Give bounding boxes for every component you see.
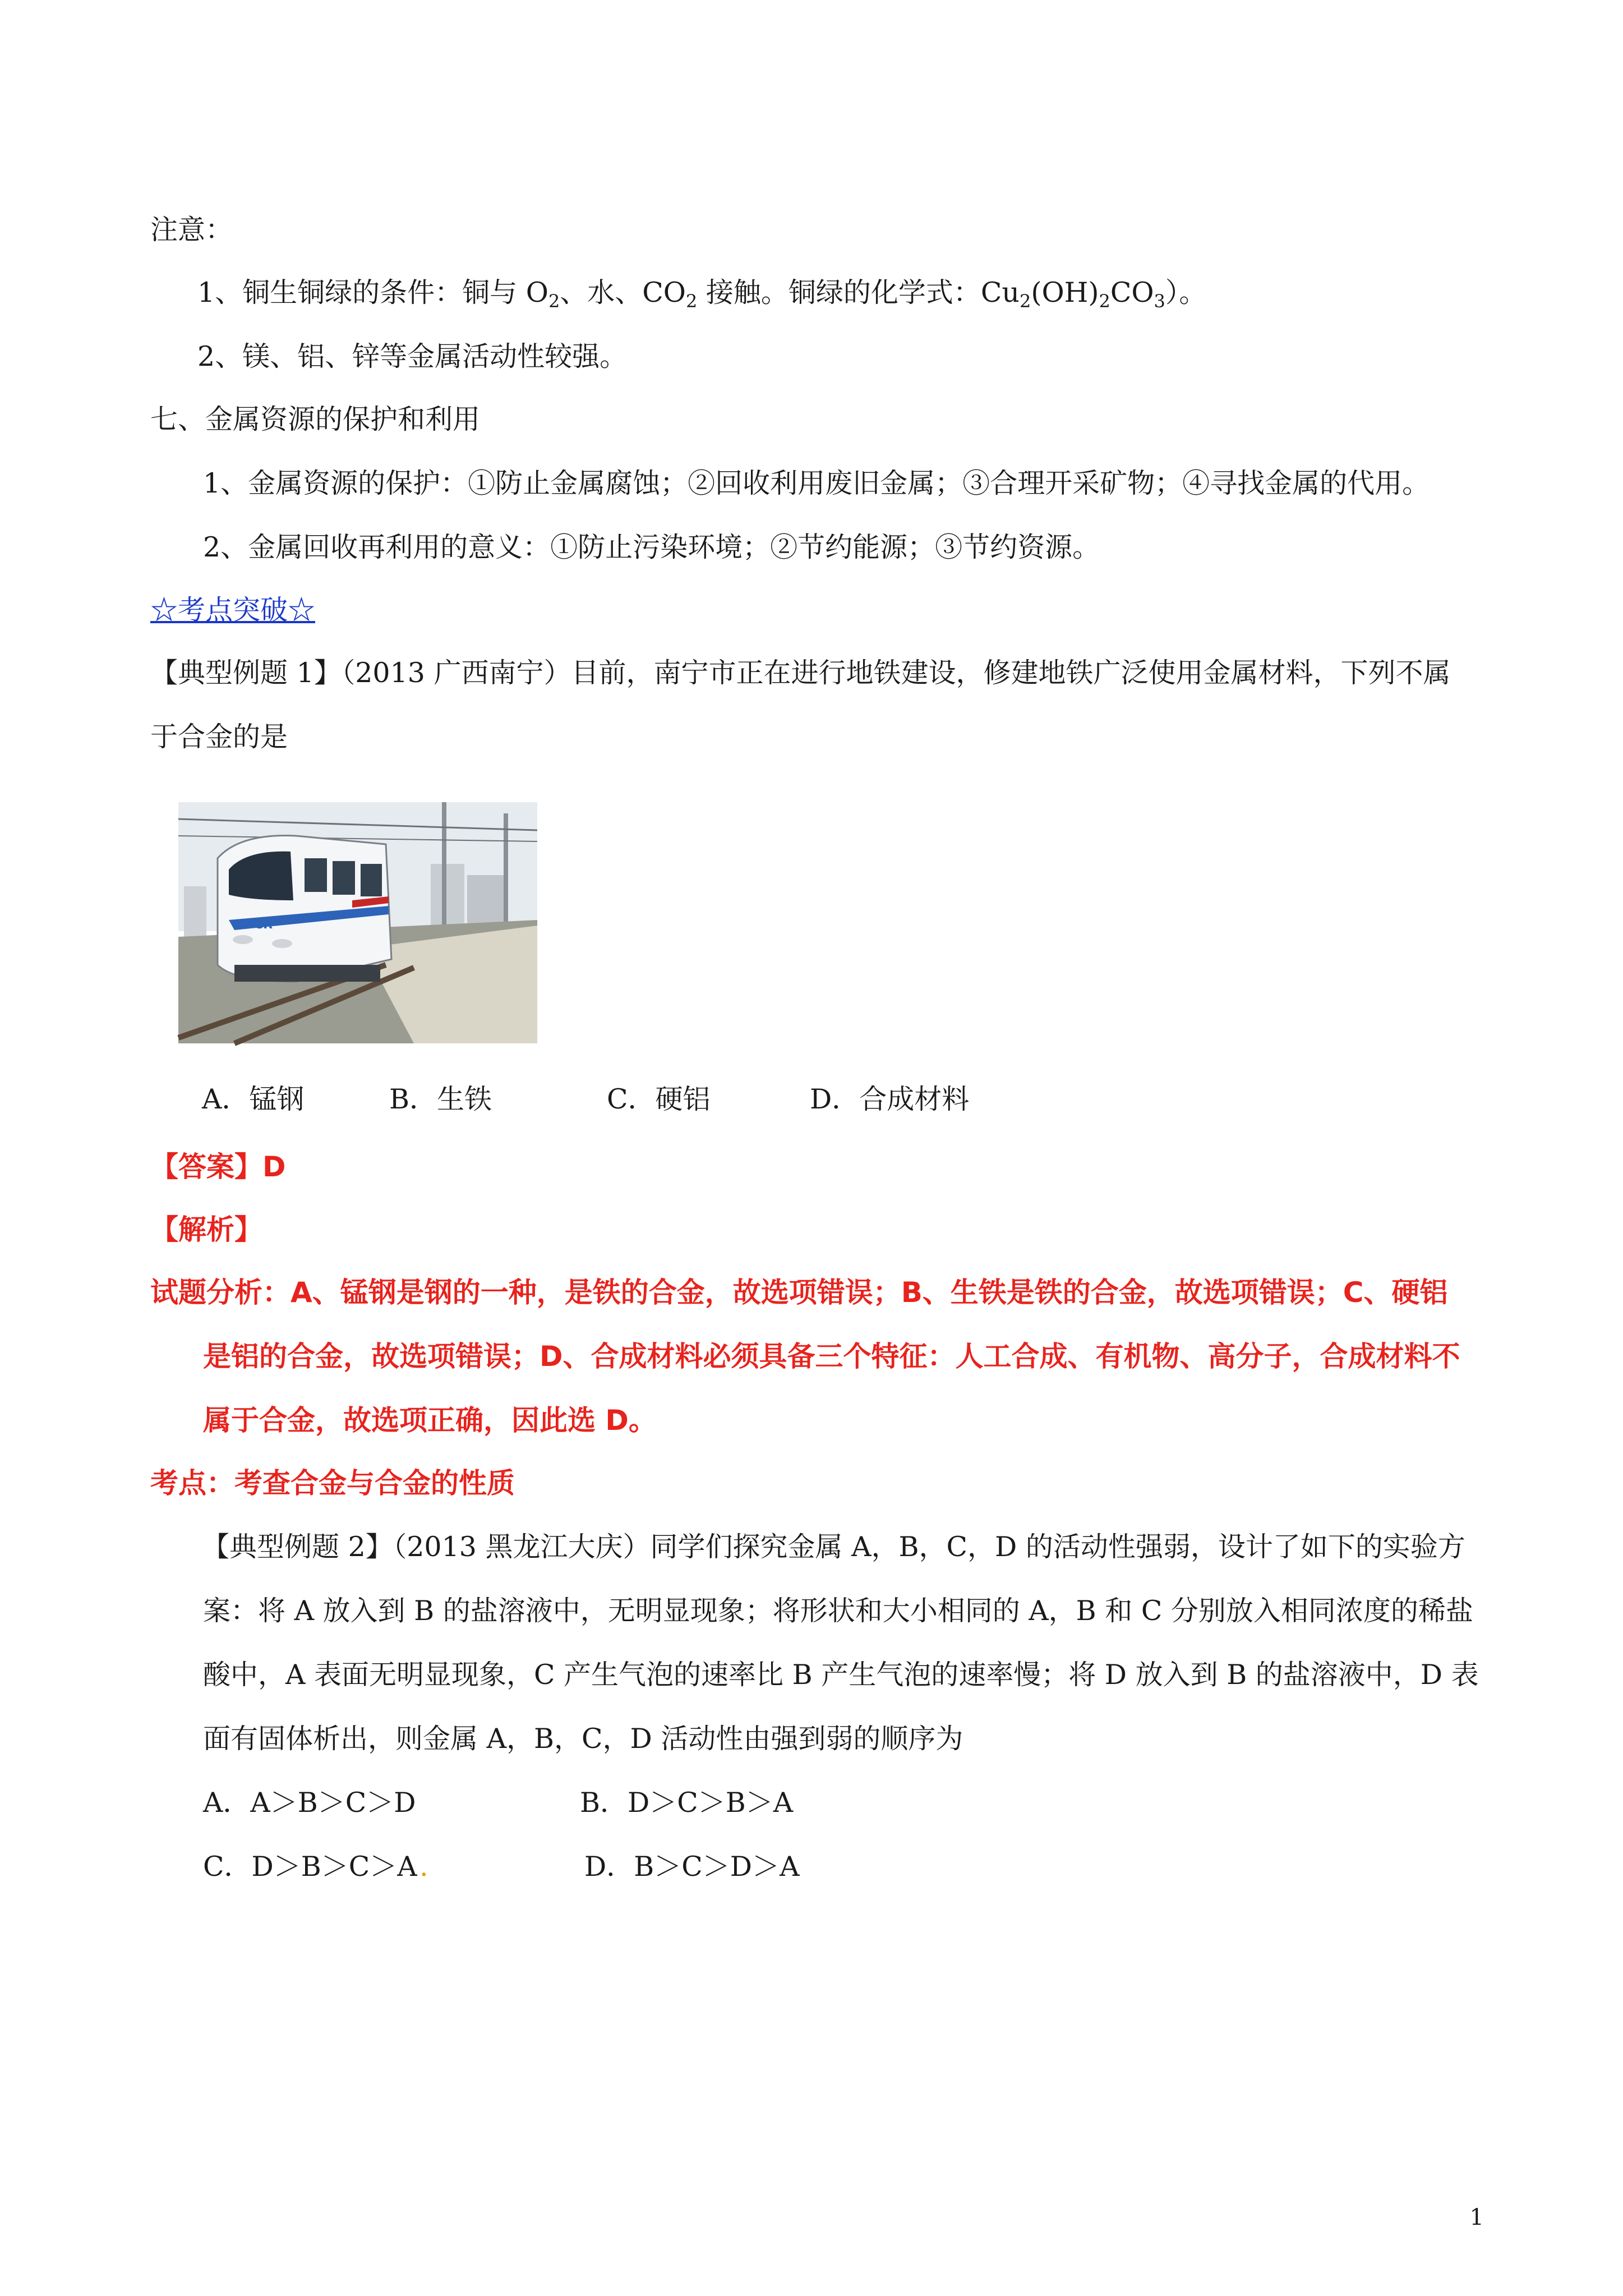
example2-line4: 面有固体析出，则金属 A，B，C，D 活动性由强到弱的顺序为 [203,1723,963,1755]
example1-answer: 【答案】D [150,1151,286,1183]
example1-question-line1: 【典型例题 1】（2013 广西南宁）目前，南宁市正在进行地铁建设，修建地铁广泛使用金属材料，下列不属 [150,657,1451,689]
section7-item-1: 1、金属资源的保护：①防止金属腐蚀；②回收利用废旧金属；③合理开采矿物；④寻找金属的代用。 [203,467,1430,499]
example2-option-a: A．A＞B＞C＞D [203,1787,416,1819]
stray-dot: . [419,1851,428,1883]
example1-option-c: C．硬铝 [607,1083,711,1115]
page-number: 1 [1469,2205,1484,2230]
example1-kaodian: 考点：考查合金与合金的性质 [150,1467,515,1499]
note-item-1: 1、铜生铜绿的条件：铜与 $O_2$、水、$CO_2$ 接触。铜绿的化学式：$Cu_2(OH)_2CO_3$）。 [197,277,1207,312]
example1-option-d: D．合成材料 [810,1083,970,1115]
example1-option-b: B．生铁 [389,1083,492,1115]
example2-option-b: B．D＞C＞B＞A [580,1787,794,1819]
kaodian-link[interactable]: ☆考点突破☆ [150,594,316,626]
example2-line3: 酸中，A 表面无明显现象，C 产生气泡的速率比 B 产生气泡的速率慢；将 D 放入到 B 的盐溶液中，D 表 [203,1659,1479,1691]
example2-option-c: C．D＞B＞C＞A [203,1851,417,1883]
section7-item-2: 2、金属回收再利用的意义：①防止污染环境；②节约能源；③节约资源。 [203,531,1100,563]
example1-option-a: A．锰钢 [202,1083,305,1115]
example2-line2: 案：将 A 放入到 B 的盐溶液中，无明显现象；将形状和大小相同的 A，B 和 C 分别放入相同浓度的稀盐 [203,1595,1473,1627]
example1-analysis-line1: 试题分析：A、锰钢是钢的一种，是铁的合金，故选项错误；B、生铁是铁的合金，故选项错误；C、硬铝 [150,1276,1448,1309]
section7-heading: 七、金属资源的保护和利用 [150,403,481,435]
example2-line1: 【典型例题 2】（2013 黑龙江大庆）同学们探究金属 A，B，C，D 的活动性强弱，设计了如下的实验方 [202,1531,1465,1563]
example1-analysis-line2: 是铝的合金，故选项错误；D、合成材料必须具备三个特征：人工合成、有机物、高分子，合成材料不 [203,1340,1460,1373]
example1-analysis-line3: 属于合金，故选项正确，因此选 D。 [203,1404,657,1437]
example1-analysis-label: 【解析】 [150,1213,262,1246]
subway-train-photo [150,780,543,1049]
note-heading: 注意： [150,214,233,246]
example2-option-d: D．B＞C＞D＞A [584,1851,800,1883]
note-item-2: 2、镁、铝、锌等金属活动性较强。 [197,341,628,372]
svg-text:CR: CR [254,918,273,932]
example1-question-line2: 于合金的是 [150,721,288,753]
